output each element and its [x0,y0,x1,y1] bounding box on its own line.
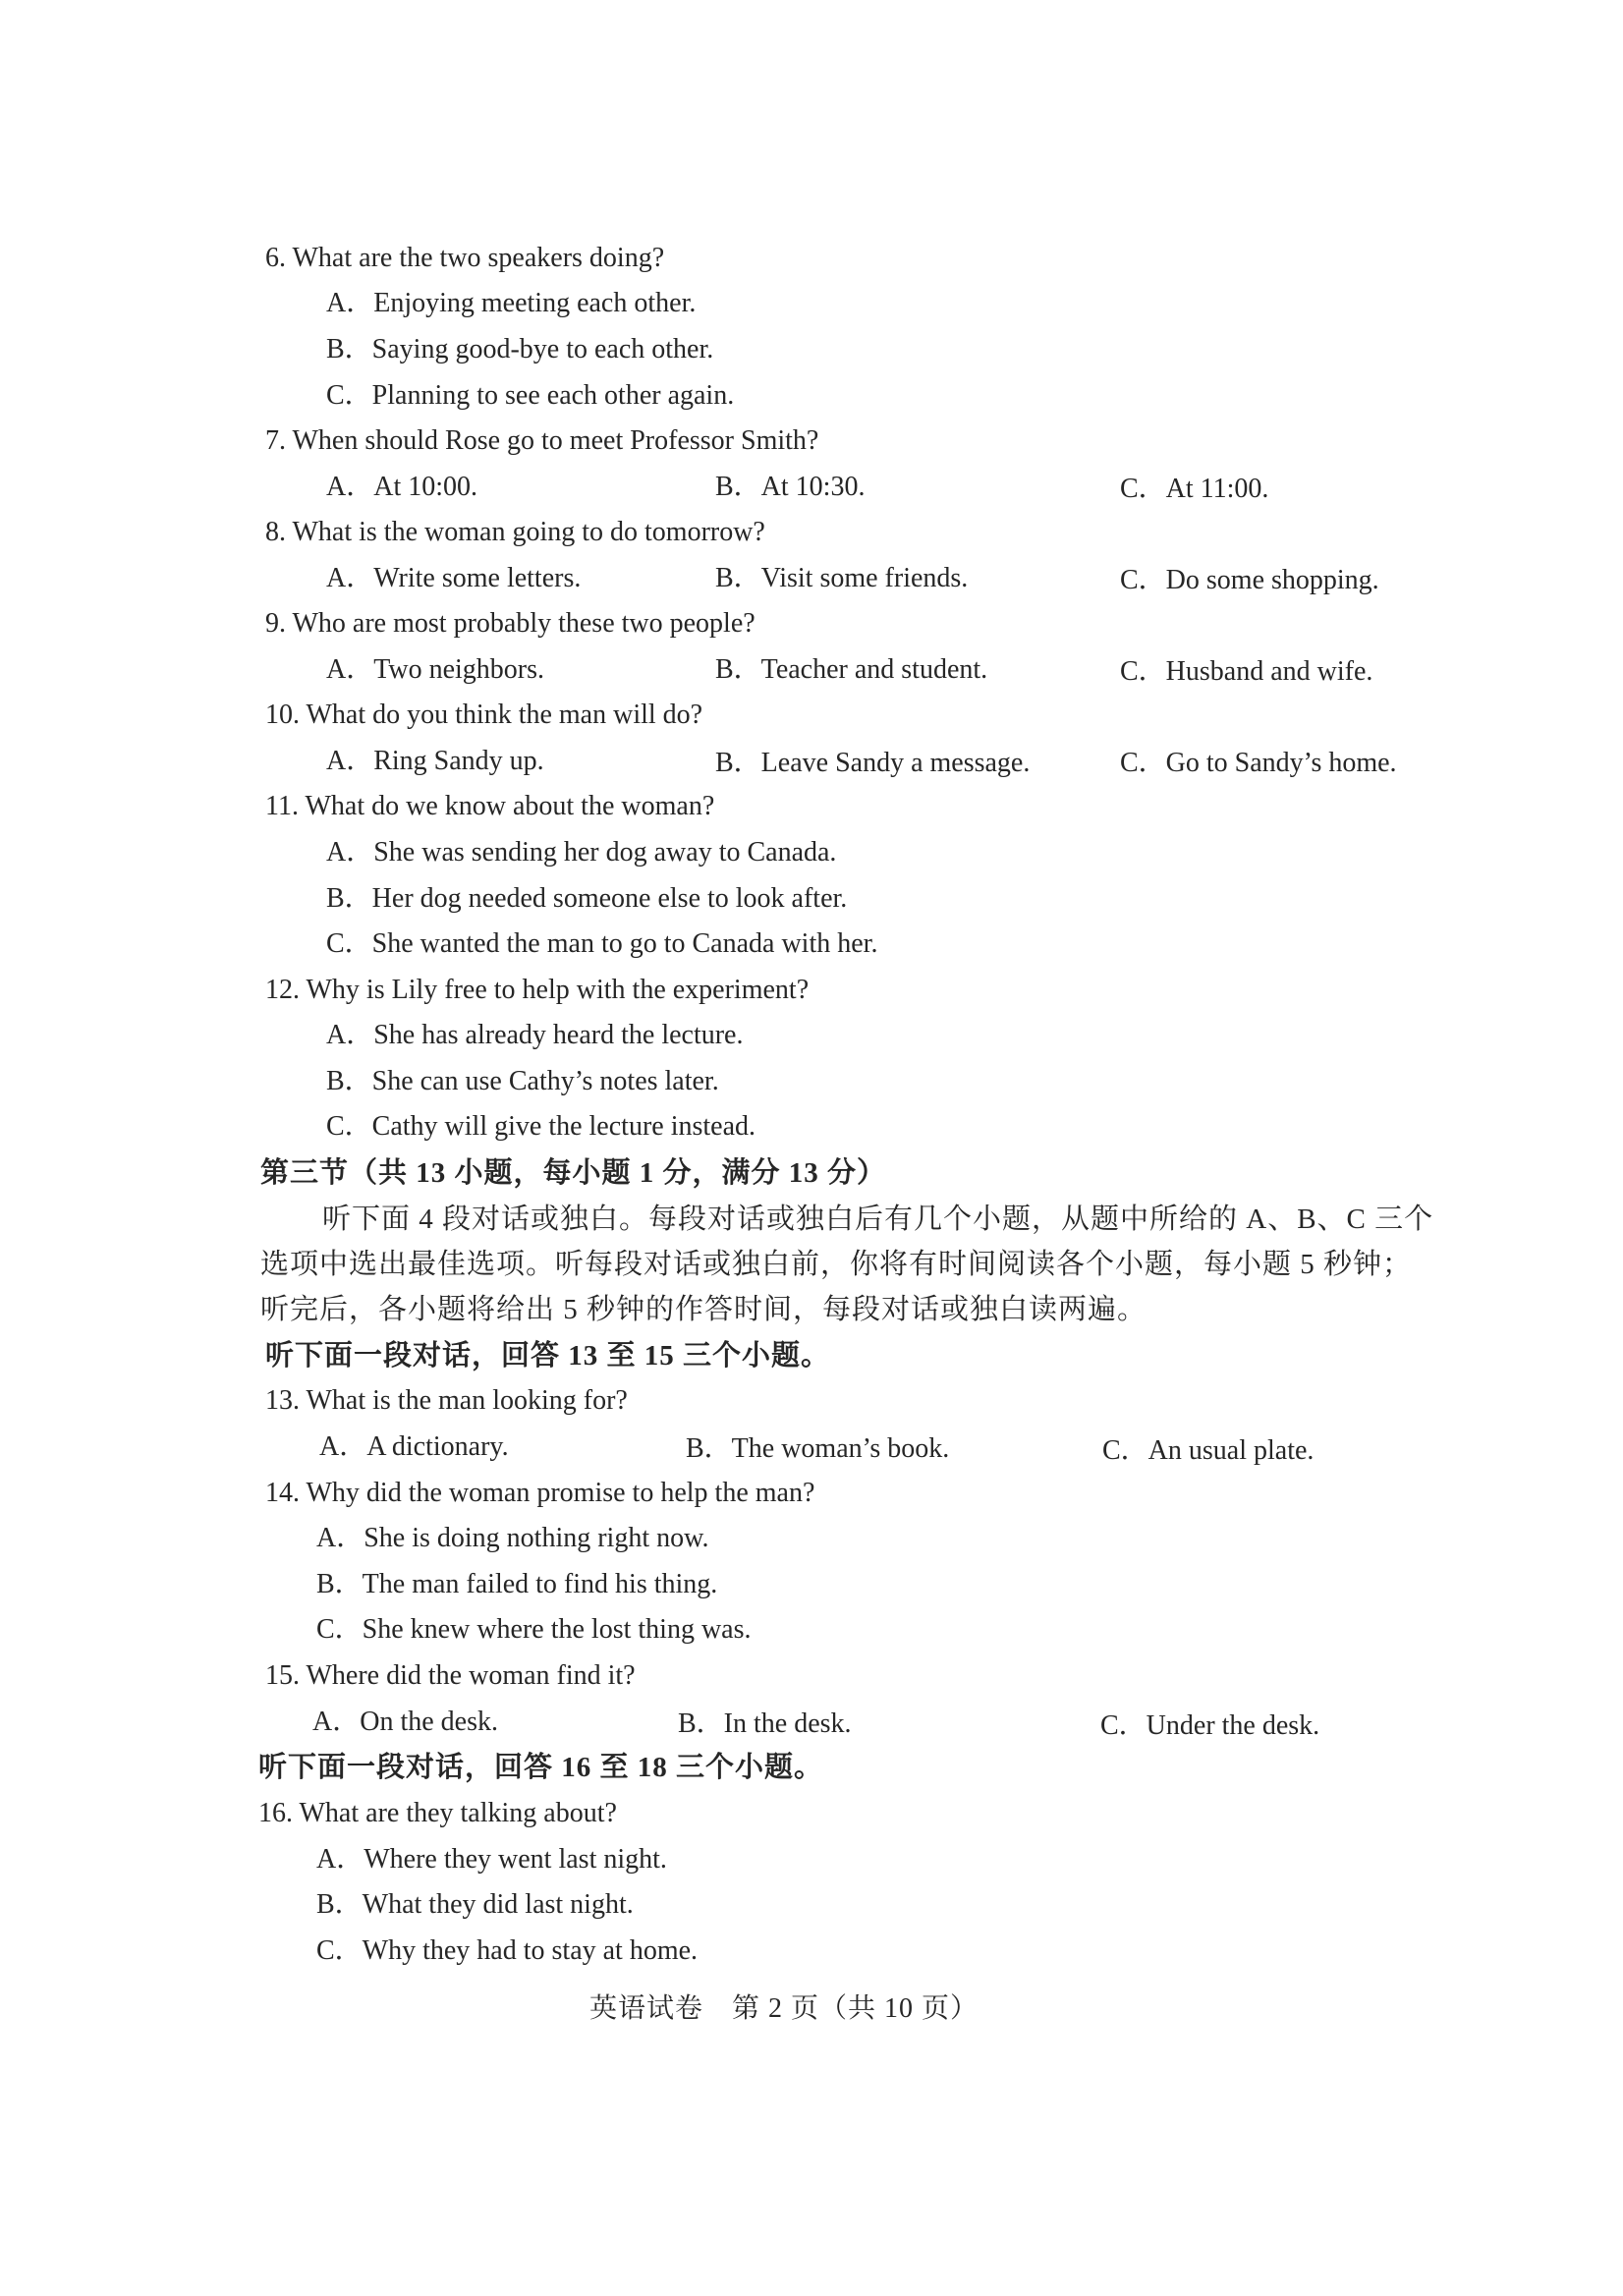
option-12b: B．She can use Cathy’s notes later. [326,1066,719,1096]
option-11a: A．She was sending her dog away to Canada. [326,837,837,868]
question-text: Where did the woman find it? [306,1660,636,1691]
option-13c: C．An usual plate. [1102,1435,1315,1466]
option-14b: B．The man failed to find his thing. [316,1569,718,1599]
page-footer: 英语试卷 第 2 页（共 10 页） [589,1993,979,2024]
option-8a: A．Write some letters. [326,563,582,593]
option-11c: C．She wanted the man to go to Canada with her. [326,928,878,959]
question-number: 8. [265,517,286,547]
question-text: What is the man looking for? [306,1385,628,1416]
question-text: When should Rose go to meet Professor Smith? [292,425,819,456]
group-heading-16-18: 听下面一段对话，回答 16 至 18 三个小题。 [258,1752,824,1783]
question-6 [265,241,664,276]
option-8b: B．Visit some friends. [715,563,969,593]
option-13b: B．The woman’s book. [686,1433,950,1464]
question-text: Why did the woman promise to help the man? [306,1478,815,1508]
option-16a: A．Where they went last night. [316,1844,667,1875]
option-12c: C．Cathy will give the lecture instead. [326,1111,756,1142]
option-15a: A．On the desk. [312,1707,498,1737]
option-10b: B．Leave Sandy a message. [715,748,1031,778]
question-number: 16. [258,1798,293,1828]
instructions-line-1: 听下面 4 段对话或独白。每段对话或独白后有几个小题，从题中所给的 A、B、C 三个 [322,1204,1434,1235]
option-15b: B．In the desk. [678,1708,852,1739]
option-10a: A．Ring Sandy up. [326,746,544,776]
question-7 [265,423,818,459]
option-6c: C．Planning to see each other again. [326,380,735,411]
option-15c: C．Under the desk. [1100,1710,1320,1741]
option-6a: A．Enjoying meeting each other. [326,288,697,318]
option-10c: C．Go to Sandy’s home. [1120,748,1397,778]
question-9 [265,606,756,642]
question-number: 15. [265,1660,300,1691]
question-text: What do you think the man will do? [306,700,703,730]
option-9a: A．Two neighbors. [326,654,545,685]
question-11 [265,789,714,824]
option-13a: A．A dictionary. [319,1431,509,1462]
group-heading-13-15: 听下面一段对话，回答 13 至 15 三个小题。 [265,1340,831,1372]
question-12 [265,973,809,1008]
option-14a: A．She is doing nothing right now. [316,1523,709,1553]
option-16b: B．What they did last night. [316,1889,634,1920]
question-number: 6. [265,243,286,273]
question-13 [265,1383,628,1419]
question-text: What are they talking about? [299,1798,617,1828]
section-heading: 第三节（共 13 小题，每小题 1 分，满分 13 分） [260,1157,887,1189]
option-8c: C．Do some shopping. [1120,565,1379,595]
question-number: 9. [265,608,286,639]
question-text: What do we know about the woman? [305,791,715,821]
question-8 [265,515,765,550]
instructions-line-3: 听完后，各小题将给出 5 秒钟的作答时间，每段对话或独白读两遍。 [260,1294,1147,1325]
question-16 [258,1796,617,1831]
question-text: What is the woman going to do tomorrow? [292,517,765,547]
question-10 [265,698,702,733]
option-6b: B．Saying good-bye to each other. [326,334,714,364]
option-9c: C．Husband and wife. [1120,656,1373,687]
option-16c: C．Why they had to stay at home. [316,1935,699,1966]
question-15 [265,1658,636,1694]
question-number: 14. [265,1478,300,1508]
option-14c: C．She knew where the lost thing was. [316,1614,752,1645]
option-12a: A．She has already heard the lecture. [326,1020,744,1050]
instructions-line-2: 选项中选出最佳选项。听每段对话或独白前，你将有时间阅读各个小题，每小题 5 秒钟； [260,1249,1413,1280]
option-7c: C．At 11:00. [1120,474,1269,504]
option-7b: B．At 10:30. [715,472,866,502]
question-number: 13. [265,1385,300,1416]
option-9b: B．Teacher and student. [715,654,988,685]
option-11b: B．Her dog needed someone else to look after. [326,883,848,914]
question-text: What are the two speakers doing? [292,243,665,273]
option-7a: A．At 10:00. [326,472,478,502]
question-text: Who are most probably these two people? [292,608,756,639]
question-number: 7. [265,425,286,456]
question-14 [265,1476,814,1511]
question-number: 11. [265,791,299,821]
question-number: 12. [265,975,300,1005]
question-number: 10. [265,700,300,730]
question-text: Why is Lily free to help with the experiment? [306,975,810,1005]
